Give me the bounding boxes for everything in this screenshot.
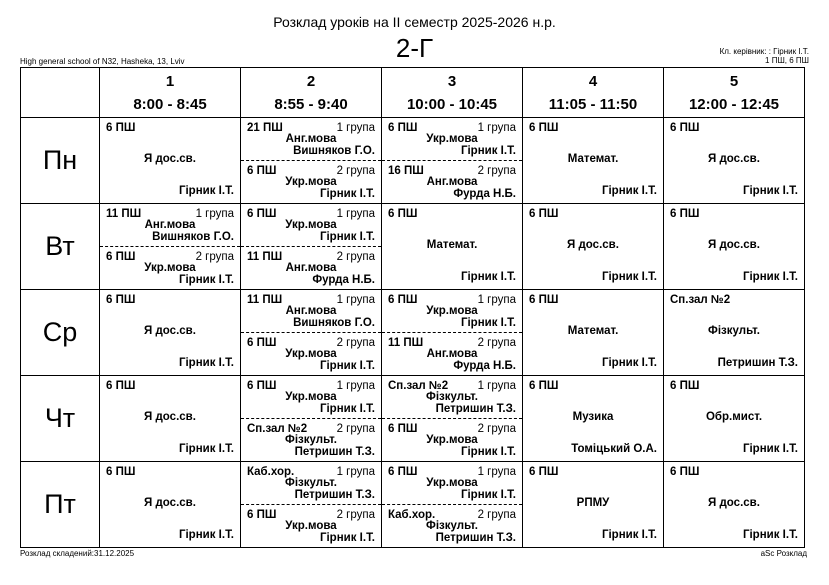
subject-label: Фізкульт. (285, 477, 337, 489)
lesson-cell (100, 462, 241, 548)
teacher-label: Гірник І.Т. (178, 185, 234, 197)
teacher-label: Гірник І.Т. (319, 360, 375, 372)
subject-label: Фізкульт. (708, 325, 760, 337)
teacher-label: Вишняков Г.О. (293, 317, 375, 329)
lesson-cell (382, 462, 523, 548)
room-label: 6 ПШ (388, 423, 418, 435)
teacher-label: Гірник І.Т. (460, 317, 516, 329)
group-lesson (241, 419, 381, 461)
lesson-cell (664, 118, 805, 204)
room-label: 6 ПШ (529, 208, 559, 220)
teacher-label: Гірник І.Т. (319, 231, 375, 243)
subject-label: Я дос.св. (144, 153, 196, 165)
lesson-cell (382, 376, 523, 462)
period-time: 12:00 - 12:45 (688, 96, 780, 113)
page-title: Розклад уроків на ІІ семестр 2025-2026 н.р. (273, 14, 556, 30)
group-lesson (382, 290, 522, 333)
period-time: 10:00 - 10:45 (406, 96, 498, 113)
lesson-cell (241, 204, 382, 290)
teacher-label: Гірник І.Т. (742, 271, 798, 283)
class-teacher-info (720, 47, 809, 65)
room-label: 6 ПШ (670, 208, 700, 220)
teacher-label: Гірник І.Т. (601, 271, 657, 283)
group-label: 1 група (336, 208, 375, 220)
group-label: 2 група (477, 337, 516, 349)
room-label: Сп.зал №2 (388, 380, 449, 392)
teacher-label: Гірник І.Т. (601, 357, 657, 369)
lesson-cell (664, 376, 805, 462)
subject-label: Я дос.св. (708, 153, 760, 165)
room-label: Сп.зал №2 (670, 294, 731, 306)
lesson-cell (100, 290, 241, 376)
group-lesson (241, 161, 381, 203)
room-label: 6 ПШ (247, 208, 277, 220)
group-label: 2 група (336, 165, 375, 177)
lesson (523, 290, 663, 375)
room-label: 6 ПШ (670, 466, 700, 478)
period-header (382, 68, 523, 118)
subject-label: Укр.мова (426, 133, 478, 145)
subject-label: Фізкульт. (426, 391, 478, 403)
room-label: 6 ПШ (670, 380, 700, 392)
lesson (100, 376, 240, 461)
teacher-label: Гірник І.Т. (178, 357, 234, 369)
app-brand: aSc Розклад (760, 549, 807, 558)
lesson-cell (241, 290, 382, 376)
room-label: 6 ПШ (247, 509, 277, 521)
lesson-cell (523, 462, 664, 548)
lesson-cell (241, 462, 382, 548)
subject-label: Я дос.св. (144, 325, 196, 337)
lesson (664, 376, 804, 461)
lesson (664, 204, 804, 289)
period-number: 5 (729, 73, 739, 90)
group-label: 2 група (336, 251, 375, 263)
subject-label: Укр.мова (285, 391, 337, 403)
subject-label: Фізкульт. (426, 520, 478, 532)
teacher-label: Гірник І.Т. (742, 529, 798, 541)
subject-label: Анг.мова (426, 348, 478, 360)
lesson (523, 118, 663, 203)
subject-label: Анг.мова (285, 262, 337, 274)
subject-label: Укр.мова (285, 520, 337, 532)
corner-cell (21, 68, 100, 118)
room-label: Каб.хор. (388, 509, 436, 521)
day-label: Вт (21, 204, 100, 290)
period-time: 8:00 - 8:45 (133, 96, 207, 113)
room-label: 6 ПШ (388, 466, 418, 478)
group-label: 1 група (336, 380, 375, 392)
subject-label: Анг.мова (144, 219, 196, 231)
room-label: 21 ПШ (247, 122, 283, 134)
teacher-label: Петришин Т.З. (435, 403, 516, 415)
period-number: 3 (447, 73, 457, 90)
teacher-label: Гірник І.Т. (742, 185, 798, 197)
day-row (21, 204, 805, 290)
subject-label: РПМУ (576, 497, 610, 509)
teacher-label: Гірник І.Т. (460, 271, 516, 283)
subject-label: Укр.мова (144, 262, 196, 274)
teacher-label: Гірник І.Т. (601, 529, 657, 541)
room-label: 6 ПШ (670, 122, 700, 134)
subject-label: Укр.мова (285, 219, 337, 231)
period-header-row (21, 68, 805, 118)
teacher-label: Гірник І.Т. (601, 185, 657, 197)
lesson-cell (523, 290, 664, 376)
class-teacher-line: Кл. керівник: : Гірник І.Т. (719, 47, 809, 56)
group-lesson (241, 204, 381, 247)
room-label: 6 ПШ (529, 122, 559, 134)
lesson-cell (241, 376, 382, 462)
lesson (100, 290, 240, 375)
teacher-label: Петришин Т.З. (717, 357, 798, 369)
subject-label: Укр.мова (285, 176, 337, 188)
lesson-cell (523, 204, 664, 290)
lesson-cell (523, 376, 664, 462)
subject-label: Я дос.св. (567, 239, 619, 251)
lesson (523, 204, 663, 289)
room-label: 11 ПШ (106, 208, 142, 220)
lesson-cell (100, 376, 241, 462)
teacher-label: Фурда Н.Б. (312, 274, 375, 286)
teacher-label: Гірник І.Т. (319, 403, 375, 415)
room-label: 16 ПШ (388, 165, 424, 177)
group-label: 2 група (477, 165, 516, 177)
group-label: 2 група (336, 509, 375, 521)
group-lesson (382, 505, 522, 547)
teacher-label: Гірник І.Т. (178, 529, 234, 541)
group-lesson (241, 247, 381, 289)
group-lesson (382, 333, 522, 375)
room-label: 11 ПШ (388, 337, 424, 349)
group-lesson (382, 118, 522, 161)
group-label: 2 група (336, 337, 375, 349)
room-label: 6 ПШ (529, 294, 559, 306)
room-label: 6 ПШ (106, 380, 136, 392)
group-lesson (241, 333, 381, 375)
teacher-label: Гірник І.Т. (742, 443, 798, 455)
day-label: Пт (21, 462, 100, 548)
subject-label: Анг.мова (285, 133, 337, 145)
period-header (664, 68, 805, 118)
lesson (523, 376, 663, 461)
room-label: 6 ПШ (388, 294, 418, 306)
room-label: Каб.хор. (247, 466, 295, 478)
teacher-label: Вишняков Г.О. (152, 231, 234, 243)
teacher-label: Гірник І.Т. (460, 489, 516, 501)
school-address: High general school of N32, Hasheka, 13, Lviv (20, 57, 185, 66)
day-label: Чт (21, 376, 100, 462)
subject-label: Обр.мист. (705, 411, 763, 423)
lesson (523, 462, 663, 547)
room-label: 6 ПШ (106, 466, 136, 478)
lesson (664, 118, 804, 203)
room-label: 6 ПШ (247, 337, 277, 349)
subject-label: Математ. (567, 153, 619, 165)
class-rooms-line: 1 ПШ, 6 ПШ (765, 56, 809, 65)
lesson-cell (382, 290, 523, 376)
group-lesson (100, 204, 240, 247)
teacher-label: Томіцький О.А. (571, 443, 657, 455)
room-label: 6 ПШ (247, 165, 277, 177)
lesson-cell (664, 462, 805, 548)
lesson (100, 118, 240, 203)
group-label: 1 група (477, 466, 516, 478)
lesson-cell (382, 204, 523, 290)
teacher-label: Вишняков Г.О. (293, 145, 375, 157)
group-lesson (241, 376, 381, 419)
subject-label: Я дос.св. (144, 497, 196, 509)
group-label: 2 група (477, 509, 516, 521)
group-label: 1 група (477, 294, 516, 306)
teacher-label: Петришин Т.З. (435, 532, 516, 544)
group-lesson (241, 462, 381, 505)
subject-label: Укр.мова (426, 477, 478, 489)
room-label: 6 ПШ (106, 294, 136, 306)
subject-label: Математ. (426, 239, 478, 251)
room-label: 6 ПШ (106, 122, 136, 134)
group-label: 1 група (336, 122, 375, 134)
timetable (20, 67, 805, 548)
created-date: Розклад складений:31.12.2025 (20, 549, 135, 558)
period-number: 2 (306, 73, 316, 90)
group-lesson (241, 118, 381, 161)
room-label: 6 ПШ (529, 380, 559, 392)
lesson-cell (241, 118, 382, 204)
subject-label: Анг.мова (426, 176, 478, 188)
group-label: 2 група (195, 251, 234, 263)
teacher-label: Фурда Н.Б. (453, 188, 516, 200)
group-label: 2 група (477, 423, 516, 435)
group-label: 1 група (477, 380, 516, 392)
day-row (21, 376, 805, 462)
period-time: 8:55 - 9:40 (274, 96, 348, 113)
teacher-label: Фурда Н.Б. (453, 360, 516, 372)
class-name: 2-Г (395, 33, 434, 63)
subject-label: Я дос.св. (708, 239, 760, 251)
lesson (100, 462, 240, 547)
period-header (241, 68, 382, 118)
group-lesson (241, 505, 381, 547)
room-label: 11 ПШ (247, 251, 283, 263)
day-row (21, 462, 805, 548)
teacher-label: Петришин Т.З. (294, 446, 375, 458)
room-label: 6 ПШ (388, 208, 418, 220)
room-label: 6 ПШ (388, 122, 418, 134)
day-row (21, 290, 805, 376)
group-lesson (382, 419, 522, 461)
lesson-cell (382, 118, 523, 204)
subject-label: Я дос.св. (144, 411, 196, 423)
group-label: 1 група (336, 294, 375, 306)
period-time: 11:05 - 11:50 (548, 96, 638, 113)
room-label: 6 ПШ (247, 380, 277, 392)
subject-label: Анг.мова (285, 305, 337, 317)
lesson-cell (523, 118, 664, 204)
group-lesson (382, 376, 522, 419)
subject-label: Математ. (567, 325, 619, 337)
teacher-label: Гірник І.Т. (178, 443, 234, 455)
lesson-cell (664, 290, 805, 376)
group-label: 2 група (336, 423, 375, 435)
group-lesson (382, 462, 522, 505)
lesson-cell (664, 204, 805, 290)
room-label: 6 ПШ (106, 251, 136, 263)
period-number: 4 (588, 73, 598, 90)
timetable-body (21, 118, 805, 548)
teacher-label: Гірник І.Т. (460, 145, 516, 157)
room-label: 11 ПШ (247, 294, 283, 306)
teacher-label: Петришин Т.З. (294, 489, 375, 501)
subject-label: Укр.мова (426, 305, 478, 317)
subject-label: Укр.мова (285, 348, 337, 360)
day-label: Ср (21, 290, 100, 376)
lesson (382, 204, 522, 289)
teacher-label: Гірник І.Т. (460, 446, 516, 458)
subject-label: Укр.мова (426, 434, 478, 446)
subject-label: Я дос.св. (708, 497, 760, 509)
period-header (100, 68, 241, 118)
period-header (523, 68, 664, 118)
group-label: 1 група (336, 466, 375, 478)
group-label: 1 група (195, 208, 234, 220)
room-label: 6 ПШ (529, 466, 559, 478)
lesson-cell (100, 118, 241, 204)
room-label: Сп.зал №2 (247, 423, 308, 435)
group-lesson (241, 290, 381, 333)
period-number: 1 (165, 73, 175, 90)
subject-label: Фізкульт. (285, 434, 337, 446)
group-lesson (100, 247, 240, 289)
lesson (664, 290, 804, 375)
day-row (21, 118, 805, 204)
teacher-label: Гірник І.Т. (178, 274, 234, 286)
day-label: Пн (21, 118, 100, 204)
subject-label: Музика (572, 411, 614, 423)
group-lesson (382, 161, 522, 203)
teacher-label: Гірник І.Т. (319, 188, 375, 200)
lesson-cell (100, 204, 241, 290)
group-label: 1 група (477, 122, 516, 134)
teacher-label: Гірник І.Т. (319, 532, 375, 544)
lesson (664, 462, 804, 547)
